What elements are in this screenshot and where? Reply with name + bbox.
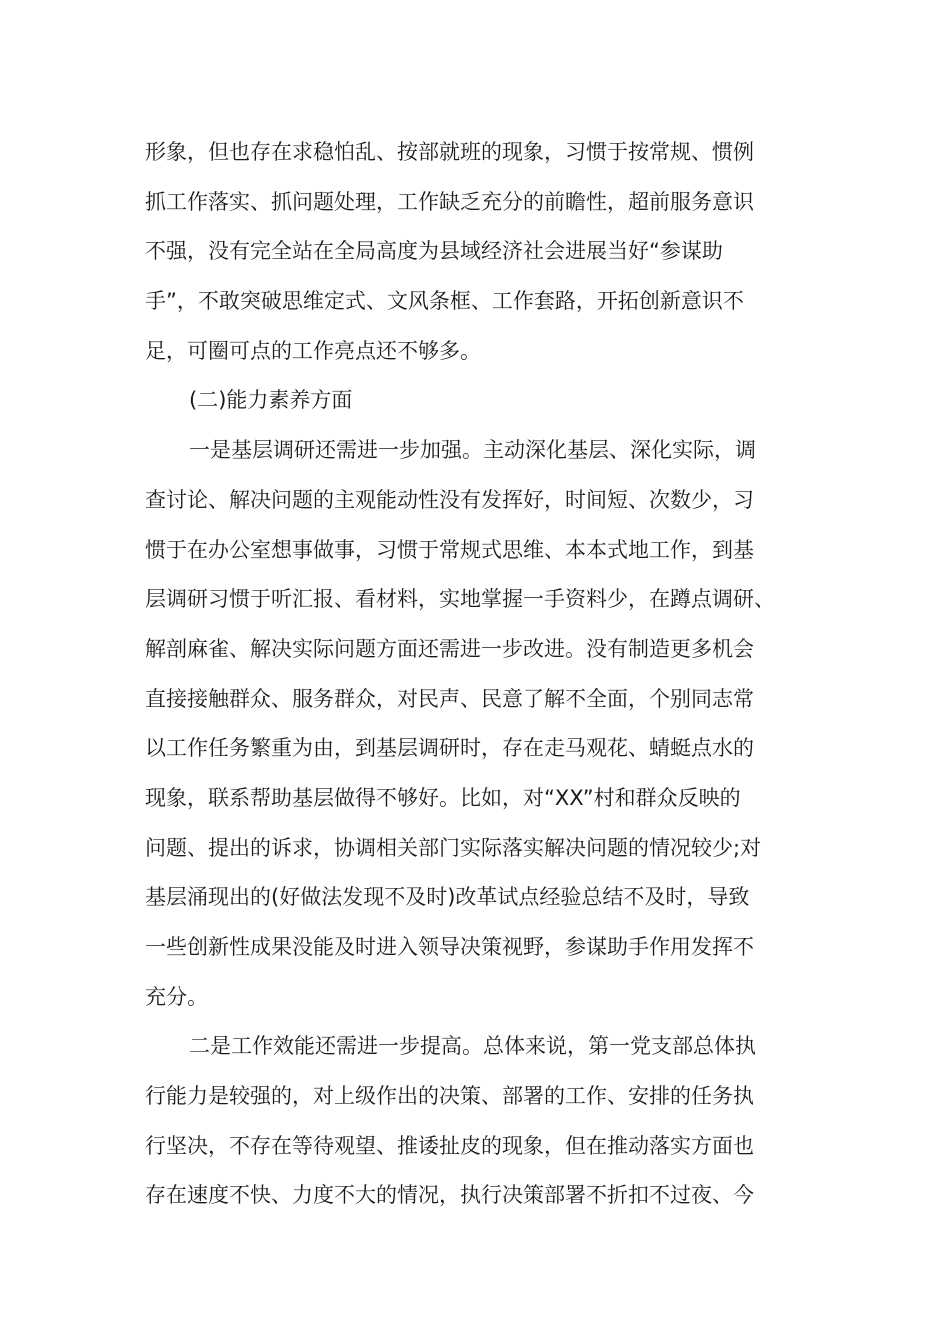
text-line: 存在速度不快、力度不大的情况，执行决策部署不折扣不过夜、今 <box>145 1183 754 1208</box>
text-line: 惯于在办公室想事做事，习惯于常规式思维、本本式地工作，到基 <box>145 537 754 562</box>
text-line: 以工作任务繁重为由，到基层调研时，存在走马观花、蜻蜓点水的 <box>145 736 754 761</box>
text-line: 直接接触群众、服务群众，对民声、民意了解不全面，个别同志常 <box>145 686 754 711</box>
text-line: 一些创新性成果没能及时进入领导决策视野，参谋助手作用发挥不 <box>145 935 754 959</box>
text-line: 手”，不敢突破思维定式、文风条框、工作套路，开拓创新意识不 <box>145 289 744 314</box>
text-line: 行坚决，不存在等待观望、推诿扯皮的现象，但在推动落实方面也 <box>145 1133 754 1158</box>
text-line: 基层涌现出的(好做法发现不及时)改革试点经验总结不及时，导致 <box>145 885 750 910</box>
text-line: 形象，但也存在求稳怕乱、按部就班的现象，习惯于按常规、惯例 <box>145 140 754 164</box>
text-line: 现象，联系帮助基层做得不够好。比如，对“XX”村和群众反映的 <box>145 785 741 810</box>
text-line: 查讨论、解决问题的主观能动性没有发挥好，时间短、次数少，习 <box>145 487 754 512</box>
text-line: 充分。 <box>145 984 208 1009</box>
document-body <box>145 128 810 1221</box>
text-line: 行能力是较强的，对上级作出的决策、部署的工作、安排的任务执 <box>145 1084 754 1109</box>
text-line: 抓工作落实、抓问题处理，工作缺乏充分的前瞻性，超前服务意识 <box>145 189 754 214</box>
text-line: 二是工作效能还需进一步提高。总体来说，第一党支部总体执 <box>189 1034 756 1059</box>
text-line: 不强，没有完全站在全局高度为县域经济社会进展当好“参谋助 <box>145 239 723 264</box>
text-line: 一是基层调研还需进一步加强。主动深化基层、深化实际，调 <box>189 438 756 463</box>
text-line: 解剖麻雀、解决实际问题方面还需进一步改进。没有制造更多机会 <box>145 636 754 661</box>
text-line: (二)能力素养方面 <box>189 388 353 413</box>
text-line: 层调研习惯于听汇报、看材料，实地掌握一手资料少，在蹲点调研、 <box>145 587 775 612</box>
text-line: 足，可圈可点的工作亮点还不够多。 <box>145 338 481 363</box>
text-line: 问题、提出的诉求，协调相关部门实际落实解决问题的情况较少;对 <box>145 835 762 860</box>
